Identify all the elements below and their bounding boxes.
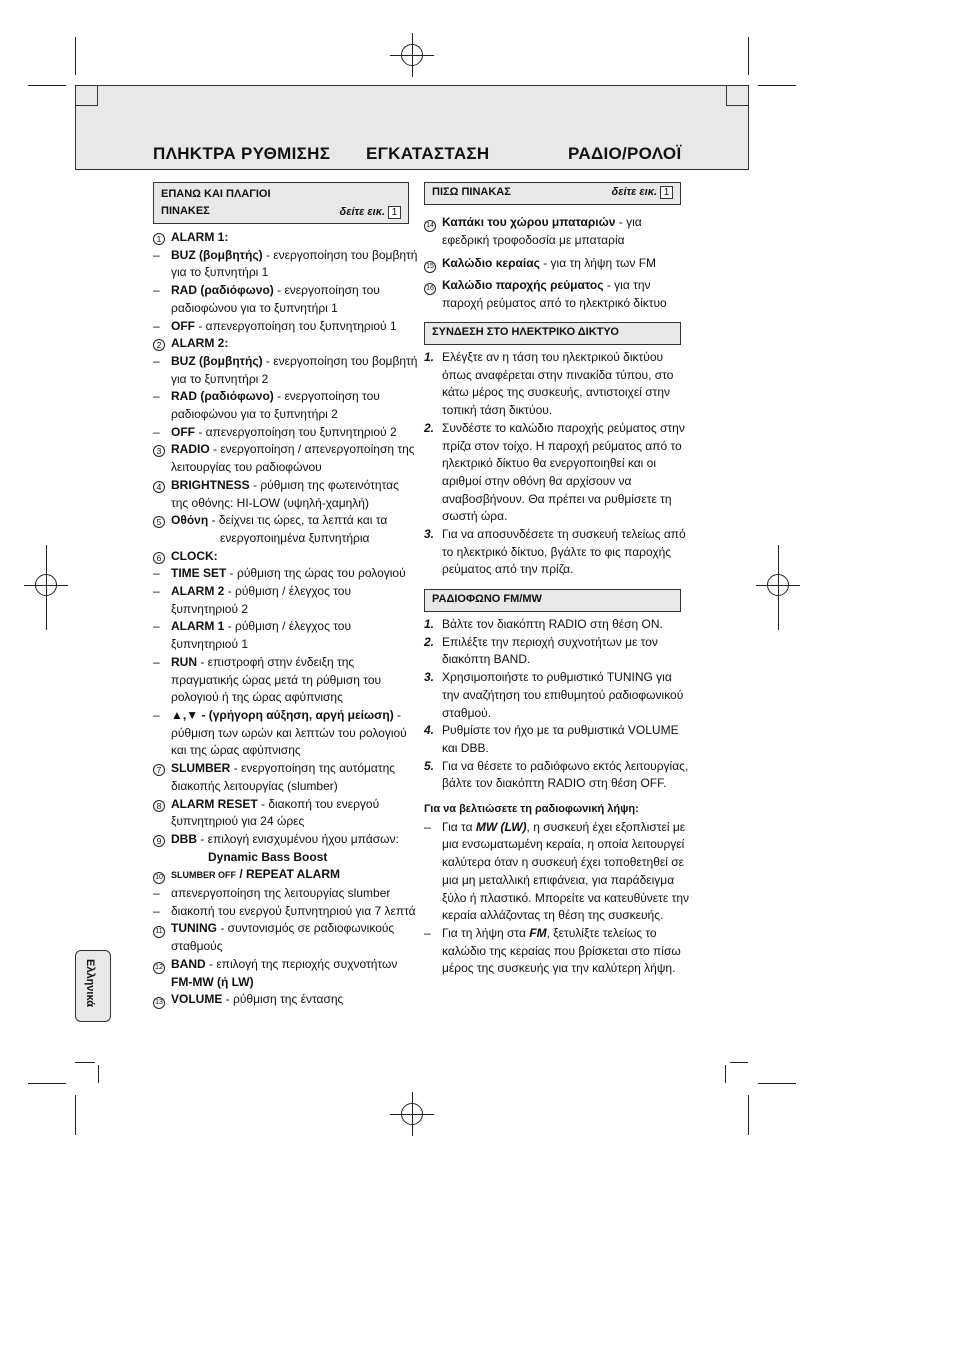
section-title-line2: ΠΙΝΑΚΕΣ xyxy=(161,205,210,217)
title-controls: ΠΛΗΚΤΡΑ ΡΥΘΜΙΣΗΣ xyxy=(153,144,331,163)
list-item: 14 Καπάκι του χώρου μπαταριών - για εφεδρική τροφοδοσία με μπαταρία xyxy=(424,214,689,249)
list-item: 16 Καλώδιο παροχής ρεύματος - για την παροχή ρεύματος από το ηλεκτρικό δίκτυο xyxy=(424,277,689,312)
list-item: – ALARM 1 - ρύθμιση / έλεγχος του ξυπνητηριού 1 xyxy=(153,619,352,652)
list-item: – Για τη λήψη στα FM, ξετυλίξτε τελείως το καλώδιο της κεραίας που βρίσκεται στο πίσω μέρος της συσκευής για την καλύτερη λήψη. xyxy=(424,925,681,976)
see-figure: δείτε εικ. 1 xyxy=(612,186,673,199)
header-corner-right xyxy=(726,86,748,106)
registration-mark-left xyxy=(35,574,57,596)
title-installation: ΕΓΚΑΤΑΣΤΑΣΗ xyxy=(366,144,490,163)
list-item: 5. Για να θέσετε το ραδιόφωνο εκτός λειτουργίας, βάλτε τον διακόπτη RADIO στη θέση OFF. xyxy=(424,758,689,791)
list-item: – απενεργοποίηση της λειτουργίας slumber xyxy=(153,886,391,901)
left-column xyxy=(153,229,418,1009)
list-item: 4. Ρυθμίστε τον ήχο με τα ρυθμιστικά VOLUME και DBB. xyxy=(424,723,679,755)
list-item: 3. Για να αποσυνδέσετε τη συσκευή τελείως από το ηλεκτρικό δίκτυο, βγάλτε το φις παροχής ρεύματος από την πρίζα. xyxy=(424,527,686,577)
list-item: – ALARM 2 - ρύθμιση / έλεγχος του ξυπνητηριού 2 xyxy=(153,584,352,616)
section-title-line1: ΕΠΑΝΩ ΚΑΙ ΠΛΑΓΙΟΙ xyxy=(161,188,271,200)
language-tab xyxy=(75,950,111,1022)
list-item: – BUZ (βομβητής) - ενεργοποίηση του βομβητή για το ξυπνητήρι 2 xyxy=(153,353,418,386)
list-item: – RAD (ραδιόφωνο) - ενεργοποίηση του ραδιοφώνου για το ξυπνητήρι 1 xyxy=(153,283,380,315)
list-item: 1. Βάλτε τον διακόπτη RADIO στη θέση ON. xyxy=(424,617,663,631)
list-item: – RAD (ραδιόφωνο) - ενεργοποίηση του ραδιοφώνου για το ξυπνητήρι 2 xyxy=(153,389,380,422)
section-mains-connection: ΣΥΝΔΕΣΗ ΣΤΟ ΗΛΕΚΤΡΙΚΟ ΔΙΚΤΥΟ xyxy=(424,322,681,345)
list-item: – διακοπή του ενεργού ξυπνητηριού για 7 λεπτά xyxy=(153,903,416,918)
section-top-side-panels xyxy=(153,182,409,224)
list-item: – ▲,▼ - (γρήγορη αύξηση, αργή μείωση) - ρύθμιση των ωρών και λεπτών του ρολογιού και της ώρας αφύπνισης xyxy=(153,707,407,758)
title-radio-clock: ΡΑΔΙΟ/ΡΟΛΟΪ xyxy=(568,144,682,163)
list-item: 13 VOLUME - ρύθμιση της έντασης xyxy=(153,991,418,1009)
header-corner-left xyxy=(76,86,98,106)
list-item: 7 SLUMBER - ενεργοποίηση της αυτόματης διακοπής λειτουργίας (slumber) xyxy=(153,760,418,795)
list-item: 12 BAND - επιλογή της περιοχής συχνοτήτων FM-MW (ή LW) xyxy=(153,956,418,991)
tips-heading: Για να βελτιώσετε τη ραδιοφωνική λήψη: xyxy=(424,803,639,816)
list-item: 2. Επιλέξτε την περιοχή συχνοτήτων με τον διακόπτη BAND. xyxy=(424,634,658,667)
list-item: 3 RADIO - ενεργοποίηση / απενεργοποίηση της λειτουργίας του ραδιοφώνου xyxy=(153,441,418,476)
list-item: – TIME SET - ρύθμιση της ώρας του ρολογιού xyxy=(153,566,406,581)
list-item: 2. Συνδέστε το καλώδιο παροχής ρεύματος στην πρίζα στον τοίχο. Η παροχή ρεύματος από το ηλεκτρικό δίκτυο θα ενεργοποιηθεί και οι αριθμοί στην οθόνη θα αρχίσουν να αναβοσβήνουν. Θα πρέπει να ρυθμίσετε τη σωστή ώρα. xyxy=(424,420,685,524)
list-item: – OFF - απενεργοποίηση του ξυπνητηριού 1 xyxy=(153,318,397,333)
list-item: 5 Οθόνη - δείχνει τις ώρες, τα λεπτά και τα ενεργοποιημένα ξυπνητήρια xyxy=(153,512,418,547)
list-item: 1. Ελέγξτε αν η τάση του ηλεκτρικού δικτύου όπως αναφέρεται στην πινακίδα τύπου, στο κάτω μέρος της συσκευής, αντιστοιχεί στην τοπική τάση δικτύου. xyxy=(424,350,674,418)
registration-mark-bottom xyxy=(401,1103,423,1125)
list-item: 3. Χρησιμοποιήστε το ρυθμιστικό TUNING για την αναζήτηση του επιθυμητού ραδιοφωνικού σταθμού. xyxy=(424,670,684,720)
list-item: 11 TUNING - συντονισμός σε ραδιοφωνικούς σταθμούς xyxy=(153,920,418,955)
list-item: 15 Καλώδιο κεραίας - για τη λήψη των FM xyxy=(424,255,689,273)
registration-mark-top xyxy=(401,44,423,66)
list-item: 1 ALARM 1: xyxy=(153,229,418,247)
list-item: – OFF - απενεργοποίηση του ξυπνητηριού 2 xyxy=(153,424,397,439)
list-item: – BUZ (βομβητής) - ενεργοποίηση του βομβητή για το ξυπνητήρι 1 xyxy=(153,247,418,280)
see-figure: δείτε εικ. 1 xyxy=(340,204,401,221)
section-rear-panel: ΠΙΣΩ ΠΙΝΑΚΑΣ δείτε εικ. 1 xyxy=(424,182,681,205)
registration-mark-right xyxy=(767,574,789,596)
list-item: 2 ALARM 2: xyxy=(153,335,418,353)
rear-panel-list xyxy=(424,214,689,313)
section-radio-fm-mw: ΡΑΔΙΟΦΩΝΟ FM/MW xyxy=(424,589,681,612)
list-item: 9 DBB - επιλογή ενισχυμένου ήχου μπάσων: Dynamic Bass Boost xyxy=(153,831,418,866)
header-band xyxy=(75,85,749,170)
list-item: – Για τα MW (LW), η συσκευή έχει εξοπλιστεί με μια ενσωματωμένη κεραία, η οποία λειτουργεί καλύτερα όταν η συσκευή έχει τοποθετηθεί σε μια μη μεταλλική επιφάνεια, για παράδειγμα ξύλο ή πλαστικό. Μπορείτε να κατευθύνετε την κεραία αλλάζοντας τη θέση της συσκευής. xyxy=(424,819,689,923)
list-item: 8 ALARM RESET - διακοπή του ενεργού ξυπνητηριού για 24 ώρες xyxy=(153,796,418,831)
radio-steps xyxy=(424,616,689,978)
list-item: 6 CLOCK: xyxy=(153,548,418,566)
list-item: 10 SLUMBER OFF / REPEAT ALARM xyxy=(153,866,418,885)
list-item: – RUN - επιστροφή στην ένδειξη της πραγματικής ώρας μετά τη ρύθμιση του ρολογιού ή της ώρας αφύπνισης xyxy=(153,654,382,705)
list-item: 4 BRIGHTNESS - ρύθμιση της φωτεινότητας της οθόνης: HI-LOW (υψηλή-χαμηλή) xyxy=(153,477,418,512)
language-label: Ελληνικά xyxy=(84,959,96,1007)
mains-steps xyxy=(424,349,689,579)
